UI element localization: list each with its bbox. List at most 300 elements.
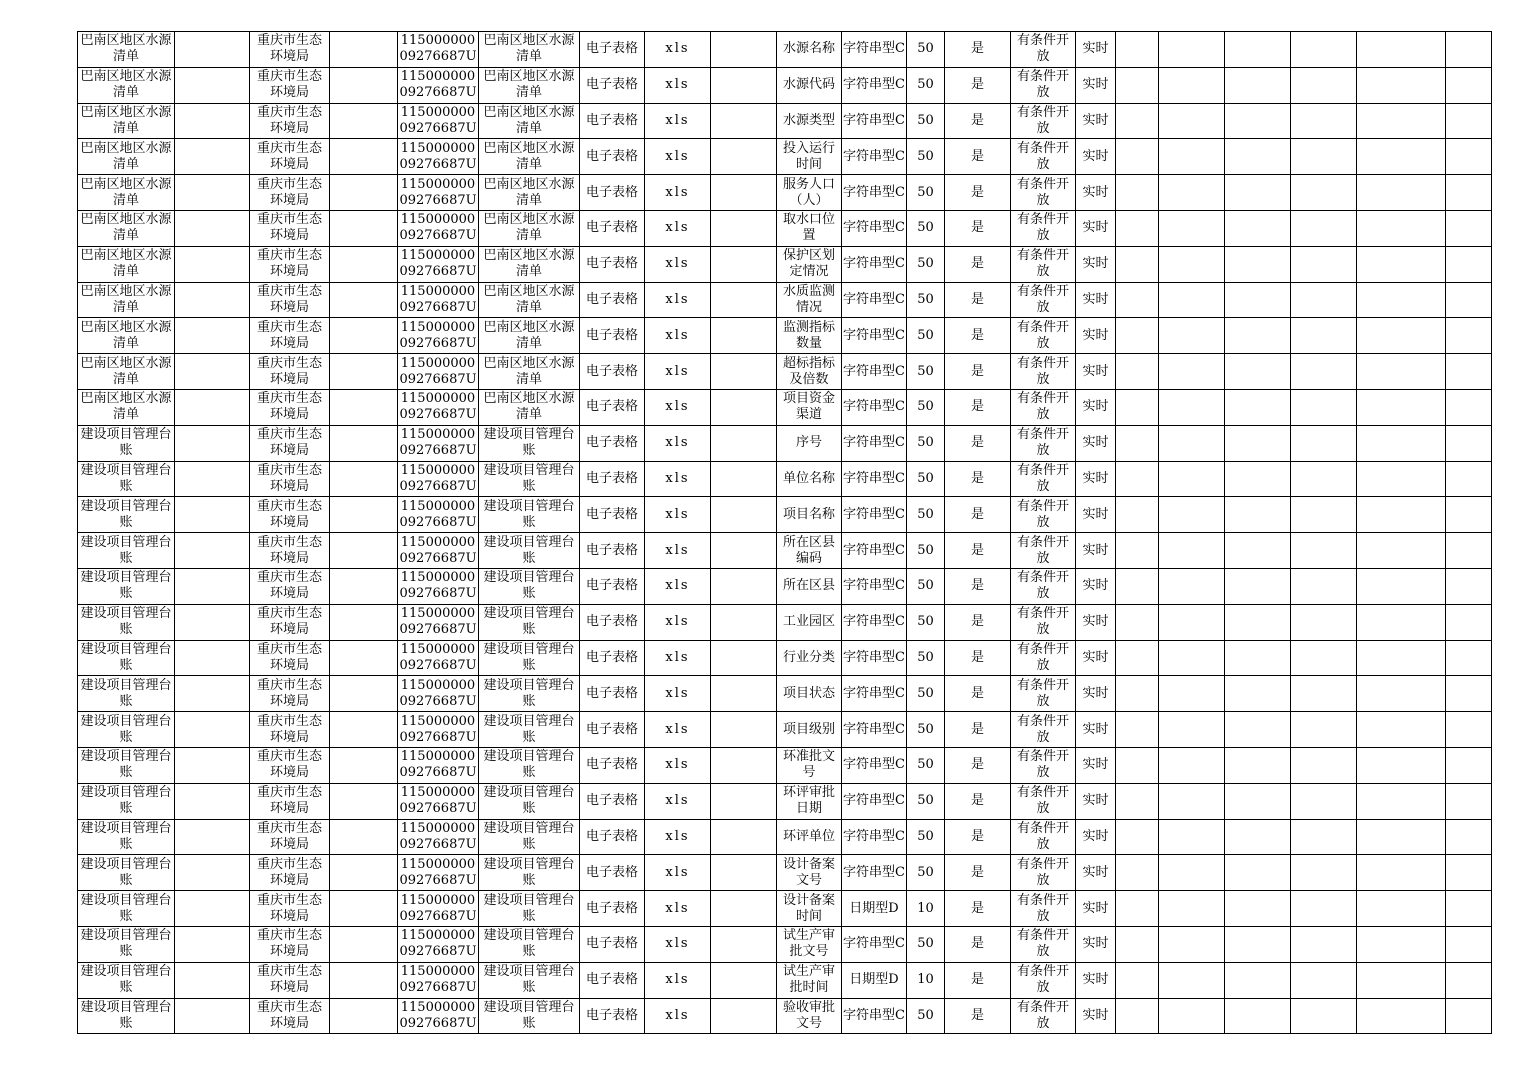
table-cell [1159,282,1225,318]
table-cell [1357,998,1446,1034]
table-cell: 有条件开放 [1011,712,1076,748]
table-cell [1446,318,1492,354]
table-cell [1357,389,1446,425]
table-cell: 字符串型C [842,175,907,211]
table-cell: 重庆市生态环境局 [250,139,330,175]
table-row [78,676,1492,712]
table-cell: 重庆市生态环境局 [250,855,330,891]
table-cell [1159,676,1225,712]
table-cell [1291,210,1357,246]
table-cell: 实时 [1076,855,1116,891]
table-cell: 巴南区地区水源清单 [479,67,580,103]
table-cell: 试生产审批文号 [777,926,842,962]
table-cell: 监测指标数量 [777,318,842,354]
table-cell: 建设项目管理台账 [479,855,580,891]
table-cell: xls [645,533,711,569]
table-cell: 重庆市生态环境局 [250,533,330,569]
table-cell [1357,962,1446,998]
table-cell: 实时 [1076,747,1116,783]
table-cell [1446,533,1492,569]
table-cell: 实时 [1076,67,1116,103]
table-cell: 日期型D [842,891,907,927]
table-cell: 建设项目管理台账 [479,676,580,712]
table-cell [1291,282,1357,318]
table-cell: 11500000009276687U [398,425,479,461]
table-cell [1116,533,1159,569]
table-cell: 50 [907,568,945,604]
table-cell: 50 [907,998,945,1034]
table-cell [1446,210,1492,246]
table-cell [175,461,250,497]
table-cell: 项目状态 [777,676,842,712]
table-cell [1291,533,1357,569]
table-cell: 取水口位置 [777,210,842,246]
table-cell [1291,998,1357,1034]
table-cell [1159,604,1225,640]
table-cell [1116,425,1159,461]
table-cell [1291,139,1357,175]
table-cell [330,819,398,855]
table-cell: 环准批文号 [777,747,842,783]
table-cell: 是 [945,819,1011,855]
table-cell [1159,461,1225,497]
table-cell: 建设项目管理台账 [78,533,175,569]
table-cell: xls [645,425,711,461]
table-cell [1225,640,1291,676]
table-cell [1357,461,1446,497]
table-cell: 实时 [1076,175,1116,211]
table-cell [1291,640,1357,676]
table-cell: xls [645,139,711,175]
table-cell: 有条件开放 [1011,318,1076,354]
table-cell: 字符串型C [842,425,907,461]
table-cell [1159,747,1225,783]
table-cell: 有条件开放 [1011,747,1076,783]
table-cell [1225,998,1291,1034]
table-cell: 电子表格 [580,32,645,68]
table-row [78,246,1492,282]
table-cell: 实时 [1076,568,1116,604]
table-cell [1225,819,1291,855]
table-cell: 有条件开放 [1011,568,1076,604]
table-cell: 字符串型C [842,67,907,103]
table-cell [711,425,777,461]
table-cell: 巴南区地区水源清单 [479,282,580,318]
table-cell: 实时 [1076,389,1116,425]
table-cell [1225,676,1291,712]
table-cell [1159,855,1225,891]
table-cell [1357,103,1446,139]
table-cell [711,712,777,748]
table-cell: 建设项目管理台账 [479,926,580,962]
table-cell [711,210,777,246]
table-cell: 实时 [1076,676,1116,712]
table-cell [1446,139,1492,175]
table-cell: 11500000009276687U [398,783,479,819]
table-cell [1225,139,1291,175]
table-cell: 字符串型C [842,998,907,1034]
table-cell: xls [645,246,711,282]
table-cell: 字符串型C [842,103,907,139]
table-cell: 字符串型C [842,282,907,318]
table-cell: 巴南区地区水源清单 [479,175,580,211]
table-cell [1357,568,1446,604]
table-cell: 服务人口（人） [777,175,842,211]
table-cell [711,926,777,962]
table-cell: 巴南区地区水源清单 [479,32,580,68]
table-row [78,604,1492,640]
table-cell [1225,425,1291,461]
table-cell: 电子表格 [580,676,645,712]
table-cell [175,497,250,533]
table-cell: 电子表格 [580,533,645,569]
table-cell: 电子表格 [580,139,645,175]
table-cell [1357,891,1446,927]
table-cell: 有条件开放 [1011,676,1076,712]
table-cell: 11500000009276687U [398,67,479,103]
table-row [78,389,1492,425]
table-cell: 巴南区地区水源清单 [78,210,175,246]
table-cell [711,67,777,103]
table-cell [1446,891,1492,927]
table-cell [1116,640,1159,676]
table-cell [1225,604,1291,640]
table-cell [1446,783,1492,819]
table-cell: 有条件开放 [1011,32,1076,68]
table-cell [330,604,398,640]
table-cell: 是 [945,461,1011,497]
table-cell: 重庆市生态环境局 [250,926,330,962]
table-cell: 11500000009276687U [398,497,479,533]
table-cell: 电子表格 [580,497,645,533]
table-cell: 重庆市生态环境局 [250,67,330,103]
table-cell [330,461,398,497]
table-cell: 电子表格 [580,712,645,748]
table-cell [1159,712,1225,748]
table-cell: 字符串型C [842,747,907,783]
table-cell: 10 [907,891,945,927]
table-cell: xls [645,175,711,211]
table-row [78,998,1492,1034]
table-cell: 有条件开放 [1011,926,1076,962]
table-cell: 巴南区地区水源清单 [78,318,175,354]
table-cell [1446,461,1492,497]
table-cell [1116,389,1159,425]
table-cell: xls [645,747,711,783]
table-cell [711,855,777,891]
table-cell: 实时 [1076,246,1116,282]
table-cell: 实时 [1076,533,1116,569]
table-cell: 水质监测情况 [777,282,842,318]
table-cell [711,103,777,139]
table-cell: 是 [945,962,1011,998]
table-row [78,855,1492,891]
table-cell [1357,926,1446,962]
table-cell: 实时 [1076,210,1116,246]
table-cell [1446,103,1492,139]
table-cell: 水源类型 [777,103,842,139]
table-cell: 是 [945,425,1011,461]
table-cell: 是 [945,282,1011,318]
table-cell: 电子表格 [580,891,645,927]
table-cell [1159,783,1225,819]
table-row [78,962,1492,998]
table-cell [330,282,398,318]
table-cell: 重庆市生态环境局 [250,246,330,282]
table-cell: 有条件开放 [1011,282,1076,318]
table-cell: 重庆市生态环境局 [250,175,330,211]
table-cell: 11500000009276687U [398,819,479,855]
table-cell: 电子表格 [580,926,645,962]
table-cell: 建设项目管理台账 [78,461,175,497]
table-cell: 11500000009276687U [398,533,479,569]
table-cell: 电子表格 [580,318,645,354]
table-cell: 巴南区地区水源清单 [479,354,580,390]
table-cell [1357,318,1446,354]
table-cell: 50 [907,461,945,497]
table-cell: 是 [945,998,1011,1034]
table-cell [1116,747,1159,783]
table-cell [711,568,777,604]
table-cell: 是 [945,103,1011,139]
table-cell [1446,676,1492,712]
table-cell [1159,962,1225,998]
table-cell [330,32,398,68]
table-cell [1159,318,1225,354]
table-cell [1116,568,1159,604]
table-cell [330,855,398,891]
table-cell: 重庆市生态环境局 [250,640,330,676]
table-cell: xls [645,497,711,533]
table-cell: 电子表格 [580,568,645,604]
table-cell: xls [645,354,711,390]
table-cell [1357,855,1446,891]
table-row [78,926,1492,962]
table-cell [330,568,398,604]
table-cell: 电子表格 [580,425,645,461]
table-cell [1225,461,1291,497]
table-cell: 重庆市生态环境局 [250,210,330,246]
table-cell [1446,712,1492,748]
table-cell [330,103,398,139]
table-cell: xls [645,568,711,604]
table-cell: xls [645,32,711,68]
table-cell: 是 [945,354,1011,390]
table-cell [1225,891,1291,927]
table-row [78,783,1492,819]
table-cell: 实时 [1076,461,1116,497]
table-cell [711,676,777,712]
table-cell: 是 [945,497,1011,533]
table-cell: 电子表格 [580,246,645,282]
table-cell: 实时 [1076,640,1116,676]
table-cell [1446,497,1492,533]
table-cell: 电子表格 [580,461,645,497]
table-cell [1225,962,1291,998]
table-cell: 有条件开放 [1011,425,1076,461]
table-cell: 是 [945,712,1011,748]
table-row [78,425,1492,461]
table-cell: 巴南区地区水源清单 [479,210,580,246]
table-cell: 50 [907,819,945,855]
table-cell [711,354,777,390]
table-cell: 实时 [1076,318,1116,354]
table-cell: 是 [945,210,1011,246]
table-cell [1225,32,1291,68]
table-cell [1225,712,1291,748]
table-cell [1291,712,1357,748]
table-cell [1116,926,1159,962]
table-cell [1446,425,1492,461]
table-cell: 字符串型C [842,246,907,282]
table-cell: 有条件开放 [1011,389,1076,425]
table-cell: 电子表格 [580,998,645,1034]
table-cell: 11500000009276687U [398,139,479,175]
table-cell [711,32,777,68]
table-cell [1291,604,1357,640]
table-cell: 建设项目管理台账 [78,891,175,927]
table-cell [1225,354,1291,390]
table-cell [1446,67,1492,103]
table-cell: 建设项目管理台账 [78,998,175,1034]
table-cell: 是 [945,676,1011,712]
table-cell [711,497,777,533]
table-cell: 保护区划定情况 [777,246,842,282]
table-cell: 11500000009276687U [398,103,479,139]
table-cell [330,783,398,819]
table-cell [711,533,777,569]
table-cell: 建设项目管理台账 [78,640,175,676]
table-cell: 是 [945,855,1011,891]
table-cell: 项目资金渠道 [777,389,842,425]
table-cell: 重庆市生态环境局 [250,32,330,68]
table-cell [1225,926,1291,962]
table-cell: 实时 [1076,425,1116,461]
table-cell [1291,175,1357,211]
table-cell: 是 [945,32,1011,68]
table-cell [1291,318,1357,354]
table-cell [330,962,398,998]
table-cell: 有条件开放 [1011,783,1076,819]
table-cell [1159,998,1225,1034]
table-cell [1159,425,1225,461]
table-cell: 巴南区地区水源清单 [78,175,175,211]
table-cell: xls [645,962,711,998]
table-cell [1225,175,1291,211]
table-cell: 建设项目管理台账 [78,425,175,461]
table-cell [1159,891,1225,927]
table-cell: 建设项目管理台账 [479,568,580,604]
table-cell [1291,962,1357,998]
table-cell [1446,282,1492,318]
table-cell: 有条件开放 [1011,604,1076,640]
table-cell [1357,67,1446,103]
table-cell: 11500000009276687U [398,568,479,604]
data-table [77,31,1492,1034]
table-cell [711,819,777,855]
table-row [78,712,1492,748]
table-cell: 11500000009276687U [398,998,479,1034]
table-cell [1116,855,1159,891]
table-cell: 建设项目管理台账 [479,640,580,676]
table-cell: 环评审批日期 [777,783,842,819]
table-cell: 11500000009276687U [398,676,479,712]
table-cell: 巴南区地区水源清单 [78,32,175,68]
table-cell: 实时 [1076,891,1116,927]
table-cell: 重庆市生态环境局 [250,103,330,139]
table-cell: 是 [945,246,1011,282]
table-cell: 是 [945,139,1011,175]
table-cell: 11500000009276687U [398,855,479,891]
table-cell [175,32,250,68]
table-cell: 重庆市生态环境局 [250,891,330,927]
table-row [78,318,1492,354]
table-cell [330,926,398,962]
table-cell [1446,568,1492,604]
table-cell: 电子表格 [580,389,645,425]
table-cell [1291,246,1357,282]
table-row [78,891,1492,927]
table-cell [1159,819,1225,855]
table-cell [711,282,777,318]
table-cell [1357,604,1446,640]
table-cell [1291,891,1357,927]
table-cell: 建设项目管理台账 [479,712,580,748]
table-row [78,747,1492,783]
table-cell [1116,712,1159,748]
table-cell: 实时 [1076,783,1116,819]
table-cell: 是 [945,604,1011,640]
table-cell [1291,354,1357,390]
table-cell: 项目名称 [777,497,842,533]
table-row [78,282,1492,318]
table-row [78,354,1492,390]
table-cell: 是 [945,67,1011,103]
table-cell: 11500000009276687U [398,962,479,998]
table-cell [1357,282,1446,318]
table-cell: 项目级别 [777,712,842,748]
table-cell: 字符串型C [842,568,907,604]
table-cell [1225,282,1291,318]
table-cell: 50 [907,676,945,712]
table-cell: 电子表格 [580,962,645,998]
table-cell: 有条件开放 [1011,891,1076,927]
table-cell: xls [645,819,711,855]
table-cell: 实时 [1076,998,1116,1034]
table-cell: 实时 [1076,497,1116,533]
table-cell: 设计备案时间 [777,891,842,927]
table-cell [330,998,398,1034]
table-cell: 建设项目管理台账 [78,747,175,783]
table-row [78,568,1492,604]
table-cell [711,998,777,1034]
table-cell: xls [645,210,711,246]
table-cell: 建设项目管理台账 [78,676,175,712]
table-cell [711,246,777,282]
table-cell: 巴南区地区水源清单 [78,139,175,175]
table-cell [1116,783,1159,819]
table-cell [1357,175,1446,211]
table-cell [711,891,777,927]
table-cell [1357,497,1446,533]
table-cell: 建设项目管理台账 [78,926,175,962]
table-cell [1225,497,1291,533]
table-cell [330,712,398,748]
table-cell [1291,103,1357,139]
table-cell: 实时 [1076,103,1116,139]
table-cell [1291,67,1357,103]
table-cell: 是 [945,891,1011,927]
